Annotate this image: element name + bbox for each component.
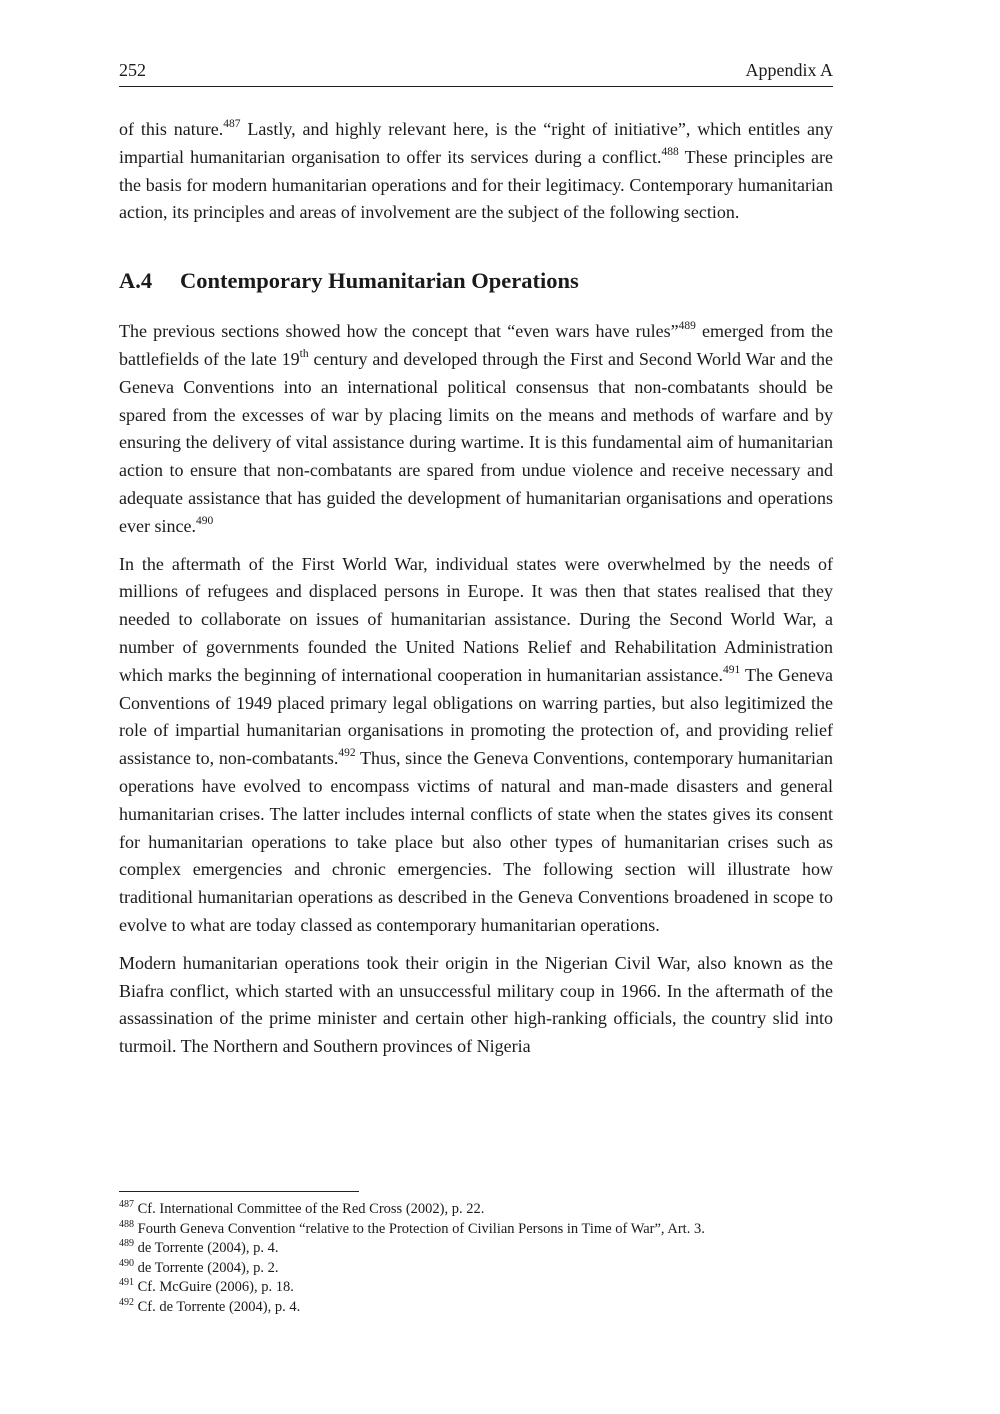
text-run: Lastly, and highly relevant here, is the “right of initiative”, which entitles any impartial humanitarian organisation to offer its services during a conflict. <box>119 119 833 167</box>
footnote-text: Cf. McGuire (2006), p. 18. <box>134 1279 294 1295</box>
footnote-ref: 491 <box>722 663 741 676</box>
footnote-ref: 487 <box>223 118 241 130</box>
ordinal-superscript: th <box>299 347 309 360</box>
text-run: century and developed through the First and Second World War and the Geneva Conventions into an international political consensus that non-combatants should be spared from the excesses of war by placing limits on the means and methods of warfare and by ensuring the delivery of vital assistance during wartime. It is this fundamental aim of humanitarian action to ensure that non-combatants are spared from undue violence and receive necessary and adequate assistance that has guided the development of humanitarian organisations and operations ever since. <box>119 348 834 536</box>
running-title: Appendix A <box>745 60 833 80</box>
running-header <box>119 58 833 87</box>
body-text <box>119 116 833 1061</box>
text-run: emerged from the battlefields of the late 19 <box>119 321 833 369</box>
text-run: Modern humanitarian operations took their origin in the Nigerian Civil War, also known as the Biafra conflict, which started with an unsuccessful military coup in 1966. In the aftermath of the assassination of the prime minister and certain other high-ranking officials, the country slid into turmoil. The Northern and Southern provinces of Nigeria <box>119 952 833 1057</box>
text-run: Thus, since the Geneva Conventions, contemporary humanitarian operations have evolved to encompass victims of natural and man-made disasters and general humanitarian crises. The latter includes internal conflicts of state when the states gives its consent for humanitarian operations to take place but also other types of humanitarian crises such as complex emergencies and chronic emergencies. The following section will illustrate how traditional humanitarian operations as described in the Geneva Conventions broadened in scope to evolve to what are today classed as contemporary humanitarian operations. <box>119 748 833 935</box>
footnote-text: Fourth Geneva Convention “relative to the Protection of Civilian Persons in Time of War”, Art. 3. <box>134 1220 705 1237</box>
footnote-ref: 492 <box>338 747 356 760</box>
footnote-number: 488 <box>119 1218 134 1230</box>
footnote <box>119 1239 833 1259</box>
footnote <box>119 1298 833 1318</box>
text-run: The previous sections showed how the concept that “even wars have rules” <box>119 321 679 342</box>
text-run: of this nature. <box>119 119 224 139</box>
footnote-number: 487 <box>119 1199 134 1210</box>
section-heading <box>119 266 833 296</box>
footnote-number: 489 <box>119 1238 134 1249</box>
footnote-ref: 489 <box>678 320 696 333</box>
footnote-separator <box>119 1191 359 1192</box>
page-number: 252 <box>119 60 146 80</box>
section-number: A.4 <box>119 268 153 294</box>
text-run: The Geneva Conventions of 1949 placed primary legal obligations on warring parties, but also legitimized the role of impartial humanitarian organisations in promoting the protection of, and providing relief assistance to, non-combatants. <box>119 664 833 769</box>
footnote-number: 491 <box>119 1277 134 1288</box>
footnote <box>119 1220 833 1240</box>
footnote-text: Cf. International Committee of the Red Cross (2002), p. 22. <box>134 1201 485 1217</box>
footnote-ref: 488 <box>661 145 679 158</box>
footnote <box>119 1259 833 1279</box>
footnote-number: 490 <box>119 1257 134 1269</box>
footnote-number: 492 <box>119 1296 134 1308</box>
section-title: Contemporary Humanitarian Operations <box>180 268 579 294</box>
footnote-text: de Torrente (2004), p. 4. <box>134 1240 279 1256</box>
paragraph <box>119 950 833 1061</box>
footnote-ref: 490 <box>195 514 214 527</box>
footnote <box>119 1278 833 1298</box>
text-run: In the aftermath of the First World War, individual states were overwhelmed by the needs of millions of refugees and displaced persons in Europe. It was then that states realised that they needed to collaborate on issues of humanitarian assistance. During the Second World War, a number of governments founded the United Nations Relief and Rehabilitation Administration which marks the beginning of international cooperation in humanitarian assistance. <box>119 553 833 685</box>
footnote-text: de Torrente (2004), p. 2. <box>134 1259 279 1276</box>
paragraph <box>119 116 833 227</box>
text-run: These principles are the basis for modern humanitarian operations and for their legitimacy. Contemporary humanitarian action, its principles and areas of involvement are the subject of the following section. <box>119 146 834 223</box>
footnote <box>119 1200 833 1220</box>
paragraph <box>119 318 833 540</box>
footnotes <box>119 1200 833 1317</box>
footnote-text: Cf. de Torrente (2004), p. 4. <box>134 1298 301 1315</box>
paragraph <box>119 551 833 940</box>
